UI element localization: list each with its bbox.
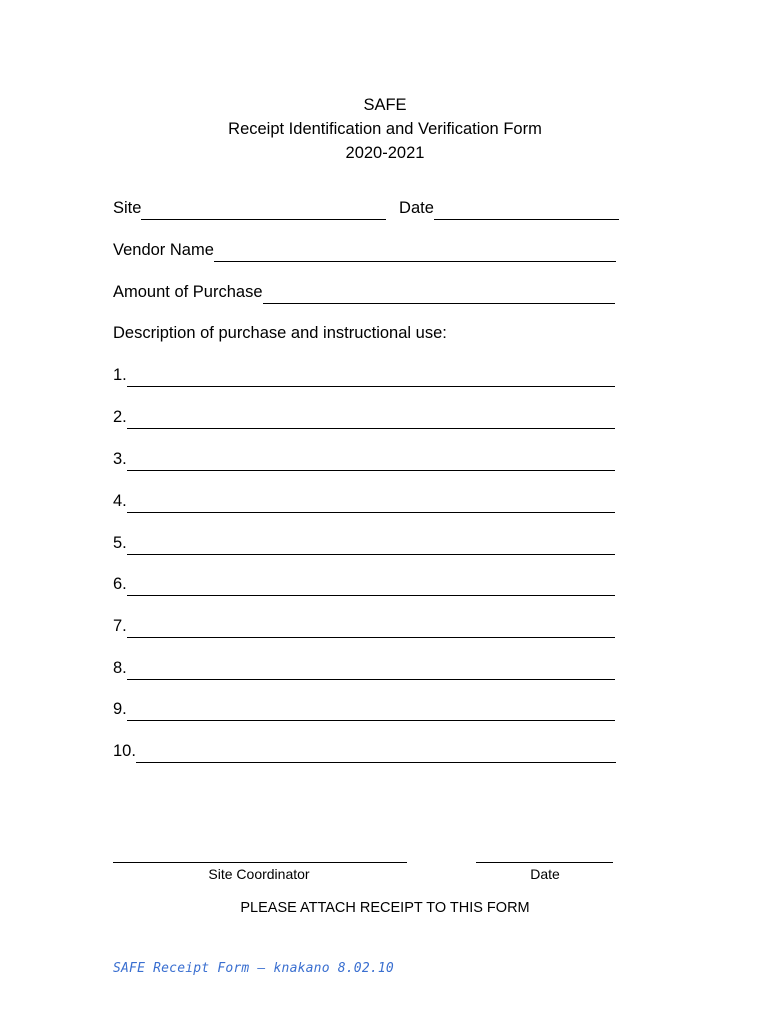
line-number: 4. bbox=[113, 492, 127, 510]
line-number: 6. bbox=[113, 575, 127, 593]
amount-label: Amount of Purchase bbox=[113, 283, 263, 301]
description-field[interactable] bbox=[127, 493, 615, 513]
form-year: 2020-2021 bbox=[345, 144, 425, 162]
date-field[interactable] bbox=[434, 200, 619, 220]
site-field[interactable] bbox=[141, 200, 386, 220]
description-line-2 bbox=[113, 405, 615, 429]
description-line-5 bbox=[113, 531, 615, 555]
description-line-4 bbox=[113, 489, 615, 513]
description-line-7 bbox=[113, 614, 615, 638]
description-line-1 bbox=[113, 363, 615, 387]
description-line-8 bbox=[113, 656, 615, 680]
attach-receipt-notice: PLEASE ATTACH RECEIPT TO THIS FORM bbox=[240, 900, 530, 916]
form-title: Receipt Identification and Verification Form bbox=[228, 120, 542, 138]
footer-note: SAFE Receipt Form – knakano 8.02.10 bbox=[113, 961, 394, 976]
description-field[interactable] bbox=[127, 660, 615, 680]
line-number: 2. bbox=[113, 408, 127, 426]
description-field[interactable] bbox=[127, 409, 615, 429]
description-line-9 bbox=[113, 697, 615, 721]
line-number: 1. bbox=[113, 366, 127, 384]
amount-field[interactable] bbox=[263, 284, 615, 304]
line-number: 5. bbox=[113, 534, 127, 552]
vendor-label: Vendor Name bbox=[113, 241, 214, 259]
signature-date-line[interactable] bbox=[476, 862, 613, 863]
description-field[interactable] bbox=[127, 535, 615, 555]
description-field[interactable] bbox=[127, 618, 615, 638]
line-number: 9. bbox=[113, 700, 127, 718]
description-heading-row bbox=[113, 321, 447, 345]
description-field[interactable] bbox=[136, 743, 616, 763]
signature-date-label: Date bbox=[530, 866, 560, 882]
description-line-3 bbox=[113, 447, 615, 471]
description-line-6 bbox=[113, 572, 615, 596]
description-field[interactable] bbox=[127, 451, 615, 471]
site-date-row bbox=[113, 196, 619, 220]
line-number: 10. bbox=[113, 742, 136, 760]
line-number: 3. bbox=[113, 450, 127, 468]
form-header bbox=[0, 93, 770, 165]
amount-row bbox=[113, 280, 615, 304]
vendor-field[interactable] bbox=[214, 242, 616, 262]
site-label: Site bbox=[113, 199, 142, 217]
description-line-10 bbox=[113, 739, 616, 763]
description-field[interactable] bbox=[127, 701, 615, 721]
line-number: 7. bbox=[113, 617, 127, 635]
coordinator-label: Site Coordinator bbox=[208, 866, 310, 882]
line-number: 8. bbox=[113, 659, 127, 677]
description-label: Description of purchase and instructional use: bbox=[113, 324, 447, 342]
vendor-row bbox=[113, 238, 616, 262]
org-name: SAFE bbox=[363, 96, 407, 114]
description-field[interactable] bbox=[127, 576, 615, 596]
coordinator-signature-line[interactable] bbox=[113, 862, 407, 863]
date-label: Date bbox=[399, 199, 434, 217]
description-field[interactable] bbox=[127, 367, 615, 387]
